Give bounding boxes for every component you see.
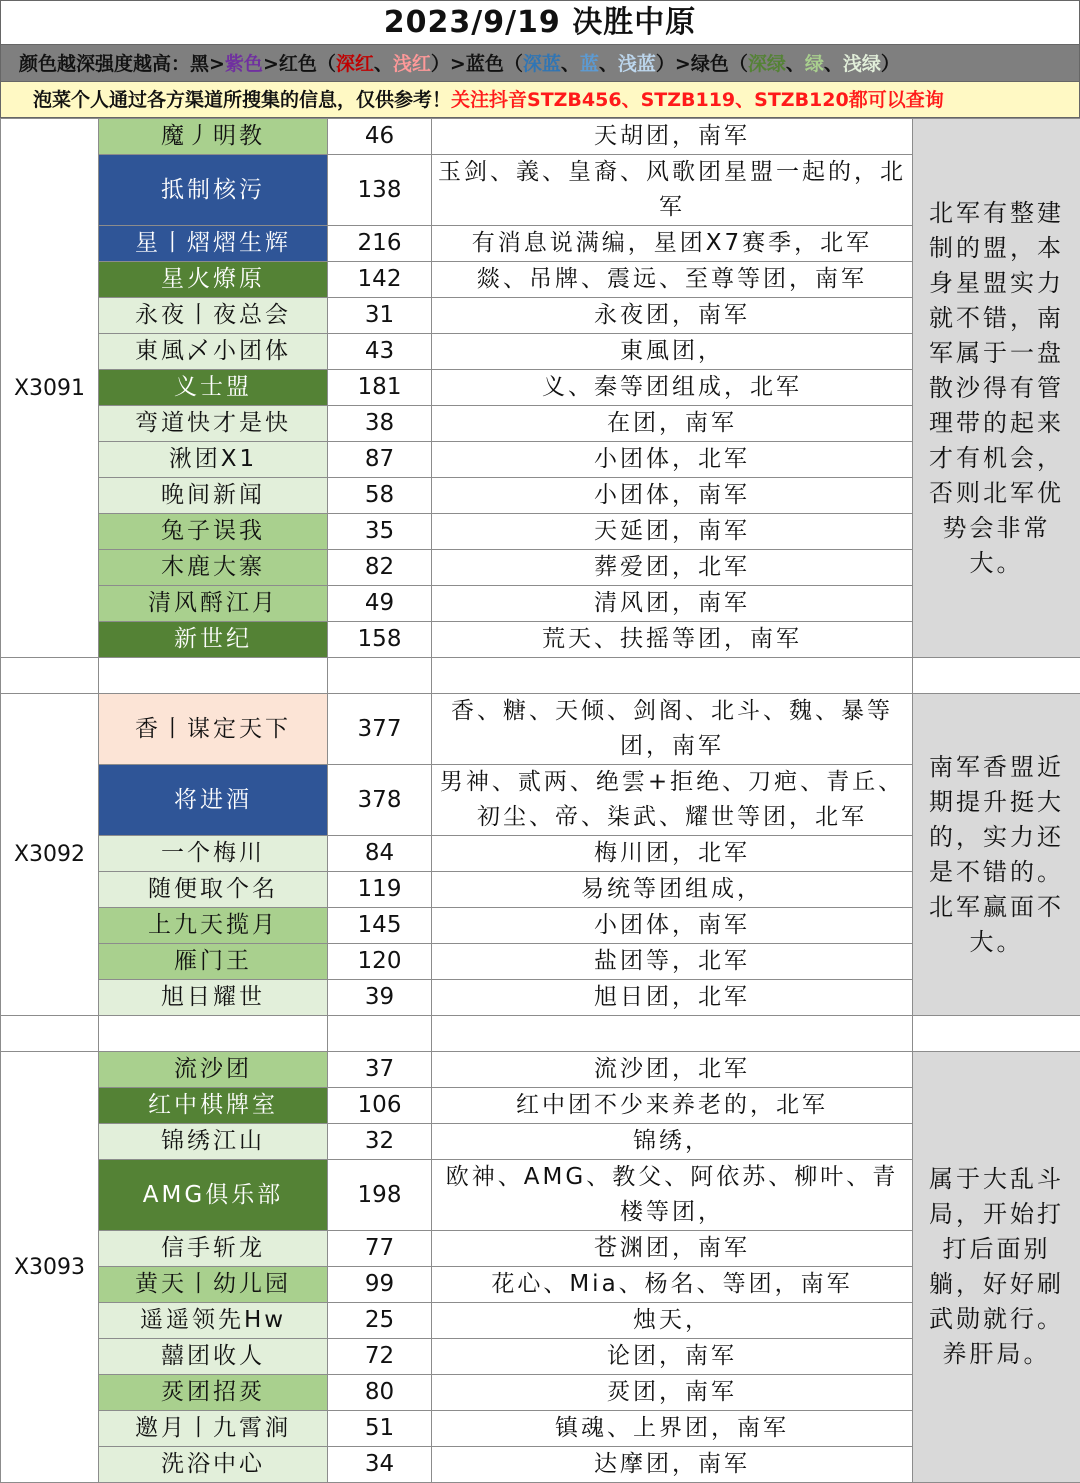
member-count: 34 [328, 1447, 432, 1483]
alliance-name: 信手斩龙 [99, 1231, 328, 1267]
member-count: 106 [328, 1088, 432, 1124]
member-count: 32 [328, 1124, 432, 1160]
empty-cell [1, 1016, 99, 1052]
page-title: 2023/9/19 决胜中原 [0, 0, 1080, 44]
notice-banner [0, 82, 1080, 118]
legend-segment: ）>蓝色（ [431, 53, 523, 75]
member-count: 142 [328, 262, 432, 298]
alliance-table [0, 118, 1080, 1483]
server-id: X3091 [1, 119, 99, 658]
alliance-description: 永夜团，南军 [432, 298, 913, 334]
alliance-description: 达摩团，南军 [432, 1447, 913, 1483]
server-id: X3093 [1, 1052, 99, 1483]
alliance-description: 盐团等，北军 [432, 944, 913, 980]
alliance-description: 欧神、AMG、教父、阿依苏、柳叶、青楼等团， [432, 1160, 913, 1231]
alliance-name: 湫团X1 [99, 442, 328, 478]
alliance-description: 流沙团，北军 [432, 1052, 913, 1088]
alliance-description: 花心、Mia、杨名、等团，南军 [432, 1267, 913, 1303]
alliance-description: 小团体，北军 [432, 442, 913, 478]
alliance-name: 遥遥领先Hw [99, 1303, 328, 1339]
alliance-name: 一个梅川 [99, 836, 328, 872]
member-count: 84 [328, 836, 432, 872]
empty-cell [99, 658, 328, 694]
legend-segment: 蓝 [580, 53, 599, 75]
alliance-description: 锦绣， [432, 1124, 913, 1160]
alliance-description: 易统等团组成， [432, 872, 913, 908]
alliance-description: 香、糖、天倾、剑阁、北斗、魏、暴等团，南军 [432, 694, 913, 765]
legend-segment: 浅绿 [843, 53, 881, 75]
member-count: 120 [328, 944, 432, 980]
member-count: 138 [328, 155, 432, 226]
member-count: 49 [328, 586, 432, 622]
alliance-name: 黄天丨幼儿园 [99, 1267, 328, 1303]
alliance-description: 小团体，南军 [432, 908, 913, 944]
table-row [1, 119, 1080, 155]
alliance-description: 葬爱团，北军 [432, 550, 913, 586]
empty-cell [432, 658, 913, 694]
member-count: 119 [328, 872, 432, 908]
alliance-name: 雁门王 [99, 944, 328, 980]
server-analysis: 北军有整建制的盟，本身星盟实力就不错，南军属于一盘散沙得有管理带的起来才有机会，否则北军优势会非常大。 [913, 119, 1080, 658]
alliance-description: 镇魂、上界团，南军 [432, 1411, 913, 1447]
spacer-row [1, 1016, 1080, 1052]
member-count: 87 [328, 442, 432, 478]
member-count: 80 [328, 1375, 432, 1411]
member-count: 39 [328, 980, 432, 1016]
alliance-description: 小团体，南军 [432, 478, 913, 514]
alliance-name: 星丨熠熠生辉 [99, 226, 328, 262]
alliance-description: 旭日团，北军 [432, 980, 913, 1016]
color-legend [0, 44, 1080, 82]
alliance-name: 抵制核污 [99, 155, 328, 226]
member-count: 46 [328, 119, 432, 155]
member-count: 378 [328, 765, 432, 836]
alliance-name: 永夜丨夜总会 [99, 298, 328, 334]
server-id: X3092 [1, 694, 99, 1016]
alliance-description: 燚、吊牌、震远、至尊等团，南军 [432, 262, 913, 298]
empty-cell [913, 658, 1080, 694]
spacer-row [1, 658, 1080, 694]
alliance-name: 烎团招烎 [99, 1375, 328, 1411]
alliance-name: 红中棋牌室 [99, 1088, 328, 1124]
legend-segment: 深绿 [748, 53, 786, 75]
alliance-name: 旭日耀世 [99, 980, 328, 1016]
legend-segment: 深红 [336, 53, 374, 75]
alliance-name: 香丨谋定天下 [99, 694, 328, 765]
alliance-description: 论团，南军 [432, 1339, 913, 1375]
member-count: 25 [328, 1303, 432, 1339]
alliance-description: 苍渊团，南军 [432, 1231, 913, 1267]
empty-cell [328, 1016, 432, 1052]
alliance-description: 在团，南军 [432, 406, 913, 442]
alliance-description: 男神、贰两、绝雲+拒绝、刀疤、青丘、初尘、帝、柒武、耀世等团，北军 [432, 765, 913, 836]
alliance-name: 弯道快才是快 [99, 406, 328, 442]
alliance-description: 义、秦等团组成，北军 [432, 370, 913, 406]
alliance-name: 魔丿明教 [99, 119, 328, 155]
notice-text: 泡菜个人通过各方渠道所搜集的信息，仅供参考！ [33, 89, 451, 111]
alliance-name: 锦绣江山 [99, 1124, 328, 1160]
member-count: 377 [328, 694, 432, 765]
alliance-description: 烎团，南军 [432, 1375, 913, 1411]
table-row [1, 1052, 1080, 1088]
alliance-description: 烛天， [432, 1303, 913, 1339]
alliance-name: 流沙团 [99, 1052, 328, 1088]
legend-segment: 浅蓝 [618, 53, 656, 75]
alliance-name: 晚间新闻 [99, 478, 328, 514]
member-count: 145 [328, 908, 432, 944]
alliance-name: 木鹿大寨 [99, 550, 328, 586]
legend-segment: 、 [786, 53, 805, 75]
alliance-name: 义士盟 [99, 370, 328, 406]
legend-segment: 、 [599, 53, 618, 75]
member-count: 181 [328, 370, 432, 406]
empty-cell [1, 658, 99, 694]
alliance-name: 兔子误我 [99, 514, 328, 550]
empty-cell [432, 1016, 913, 1052]
member-count: 72 [328, 1339, 432, 1375]
alliance-description: 清风团，南军 [432, 586, 913, 622]
member-count: 58 [328, 478, 432, 514]
member-count: 43 [328, 334, 432, 370]
server-analysis: 属于大乱斗局，开始打打后面别躺，好好刷武勋就行。养肝局。 [913, 1052, 1080, 1483]
member-count: 51 [328, 1411, 432, 1447]
legend-segment: 、 [374, 53, 393, 75]
member-count: 216 [328, 226, 432, 262]
legend-segment: 、 [824, 53, 843, 75]
alliance-name: 将进酒 [99, 765, 328, 836]
legend-segment: ）>绿色（ [656, 53, 748, 75]
alliance-description: 天延团，南军 [432, 514, 913, 550]
empty-cell [99, 1016, 328, 1052]
alliance-name: 星火燎原 [99, 262, 328, 298]
member-count: 99 [328, 1267, 432, 1303]
alliance-description: 天胡团，南军 [432, 119, 913, 155]
alliance-description: 東風团， [432, 334, 913, 370]
alliance-description: 有消息说满编，星团X7赛季，北军 [432, 226, 913, 262]
member-count: 158 [328, 622, 432, 658]
server-analysis: 南军香盟近期提升挺大的，实力还是不错的。北军赢面不大。 [913, 694, 1080, 1016]
alliance-name: 邀月丨九霄涧 [99, 1411, 328, 1447]
member-count: 38 [328, 406, 432, 442]
alliance-name: 随便取个名 [99, 872, 328, 908]
member-count: 82 [328, 550, 432, 586]
alliance-name: 新世纪 [99, 622, 328, 658]
alliance-name: 東風乄小团体 [99, 334, 328, 370]
alliance-description: 玉剑、義、皇裔、风歌团星盟一起的，北军 [432, 155, 913, 226]
member-count: 35 [328, 514, 432, 550]
member-count: 37 [328, 1052, 432, 1088]
legend-segment: 颜色越深强度越高：黑> [19, 53, 225, 75]
alliance-name: 清风酹江月 [99, 586, 328, 622]
legend-segment: ） [881, 53, 900, 75]
alliance-description: 梅川团，北军 [432, 836, 913, 872]
legend-segment: 紫色 [225, 53, 263, 75]
alliance-name: AMG俱乐部 [99, 1160, 328, 1231]
alliance-name: 洗浴中心 [99, 1447, 328, 1483]
legend-segment: 、 [561, 53, 580, 75]
table-row [1, 694, 1080, 765]
empty-cell [913, 1016, 1080, 1052]
alliance-description: 荒天、扶摇等团，南军 [432, 622, 913, 658]
member-count: 198 [328, 1160, 432, 1231]
member-count: 31 [328, 298, 432, 334]
legend-segment: >红色（ [263, 53, 336, 75]
member-count: 77 [328, 1231, 432, 1267]
alliance-table-body [1, 119, 1080, 1483]
legend-segment: 绿 [805, 53, 824, 75]
empty-cell [328, 658, 432, 694]
alliance-name: 囍团收人 [99, 1339, 328, 1375]
notice-highlight: 关注抖音STZB456、STZB119、STZB120都可以查询 [451, 89, 944, 111]
alliance-name: 上九天揽月 [99, 908, 328, 944]
legend-segment: 浅红 [393, 53, 431, 75]
legend-segment: 深蓝 [523, 53, 561, 75]
alliance-description: 红中团不少来养老的，北军 [432, 1088, 913, 1124]
